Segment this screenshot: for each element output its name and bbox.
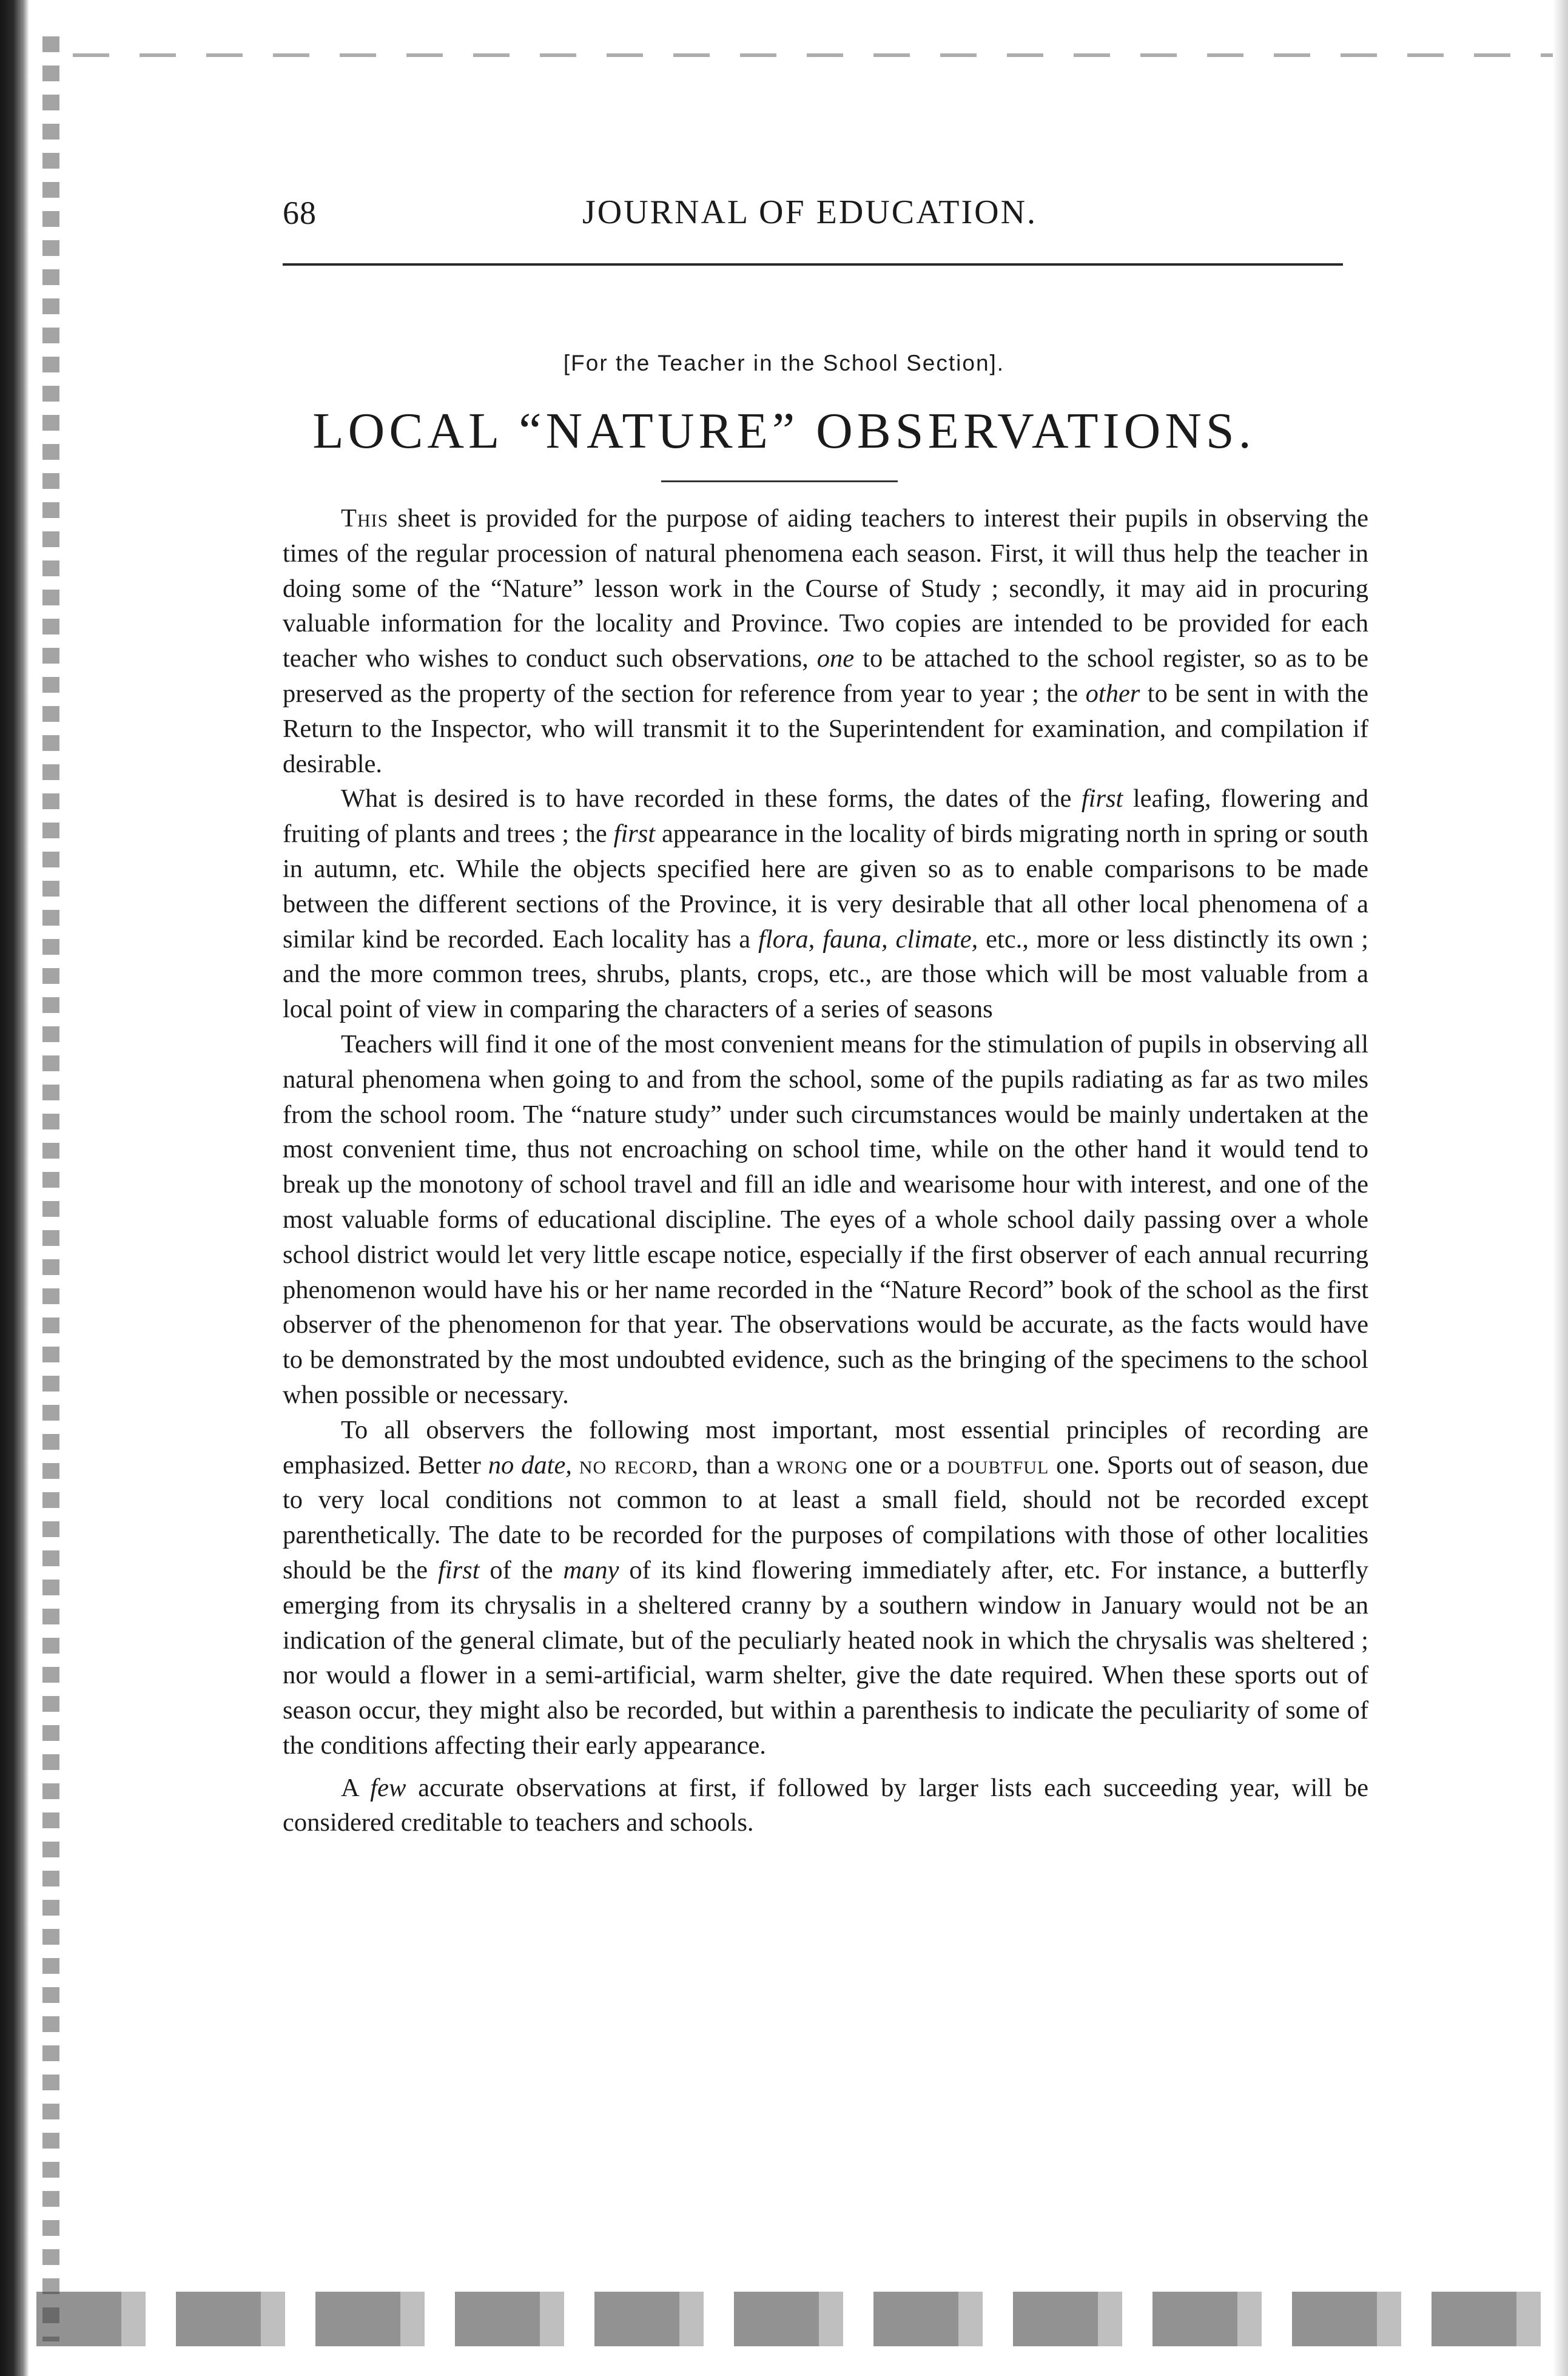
italic-run: few bbox=[370, 1773, 406, 1802]
text-run: to be attached to the school register, so as to be preserved as the property of the section for reference from year to year ; the bbox=[283, 644, 1369, 708]
drop-lead-word: This bbox=[341, 504, 389, 533]
page-edge-top bbox=[73, 53, 1565, 57]
paragraph-4 bbox=[283, 1413, 1368, 1763]
running-head: JOURNAL OF EDUCATION. bbox=[582, 194, 1038, 231]
text-run: sheet is provided for the purpose of aiding teachers to interest their pupils in observing the times of the regular procession of natural phenomena each season. First, it will thus help the teacher in doing some of the “Nature” lesson work in the Course of Study ; secondly, it may aid in procuring valuable information for the locality and Province. Two copies are intended to be provided for each teacher who wishes to conduct such observations, bbox=[283, 504, 1368, 673]
text-run: than a bbox=[699, 1450, 776, 1479]
text-run: appearance in the locality of birds migrating north in spring or south in autumn, etc. While the objects specified here are given so as to enable comparisons to be made between the different sections of the Province, it is very desirable that all other local phenomena of a similar kind be recorded. Each locality has a bbox=[283, 819, 1368, 954]
text-run: What is desired is to have recorded in these forms, the dates of the bbox=[341, 784, 1082, 813]
text-run: leafing, flowering and fruiting of plants and trees ; the bbox=[283, 784, 1368, 849]
italic-run: other bbox=[1085, 679, 1140, 708]
italic-run: many bbox=[563, 1555, 619, 1584]
title-rule bbox=[661, 480, 898, 482]
text-run: etc., more or less distinctly its own ; and the more common trees, shrubs, plants, crops, etc., are those which will be most valuable from a local point of view in comparing the characters of a series of seasons bbox=[283, 924, 1368, 1024]
italic-run: flora, fauna, climate, bbox=[758, 924, 978, 954]
section-note: [For the Teacher in the School Section]. bbox=[563, 351, 1005, 375]
article-title: LOCAL “NATURE” OBSERVATIONS. bbox=[312, 403, 1256, 459]
small-caps-run: wrong bbox=[776, 1450, 849, 1479]
text-run: To all observers the following most important, most essential principles of recording are emphasized. Better bbox=[283, 1415, 1368, 1479]
article-body bbox=[283, 501, 1368, 1840]
text-run: one. Sports out of season, due to very local conditions not common to at least a small field, should not be recorded except parenthetically. The date to be recorded for the purposes of compilations with those of other localities should be the bbox=[283, 1450, 1369, 1584]
text-run: of its kind flowering immediately after, etc. For instance, a butterfly emerging from its chrysalis in a sheltered cranny by a southern window in January would not be an indication of the general climate, but of the peculiarly heated nook in which the chrysalis was sheltered ; nor would a flower in a semi-artificial, warm shelter, give the date required. When these sports out of season occur, they might also be recorded, but within a parenthesis to indicate the peculiarity of some of the conditions affecting their early appearance. bbox=[283, 1555, 1368, 1760]
header-rule bbox=[283, 263, 1343, 266]
small-caps-run: doubtful bbox=[947, 1450, 1049, 1479]
text-run: of the bbox=[479, 1555, 564, 1584]
text-run: to be sent in with the Return to the Inspector, who will transmit it to the Superintendent for examination, and compilation if desirable. bbox=[283, 679, 1369, 778]
small-caps-run: no record, bbox=[579, 1450, 699, 1479]
paragraph-3 bbox=[283, 1027, 1368, 1413]
paragraph-1 bbox=[283, 501, 1368, 781]
italic-run: one bbox=[816, 644, 855, 673]
paragraph-2 bbox=[283, 781, 1368, 1027]
text-run: one or a bbox=[848, 1450, 947, 1479]
text-run: A bbox=[341, 1773, 371, 1802]
italic-run: no date, bbox=[488, 1450, 572, 1479]
italic-run: first bbox=[1081, 784, 1123, 813]
italic-run: first bbox=[613, 819, 656, 849]
paragraph-5 bbox=[283, 1771, 1368, 1841]
page-edge-bottom bbox=[36, 2292, 1565, 2346]
text-run: accurate observations at first, if followed by larger lists each succeeding year, will be considered creditable to teachers and schools. bbox=[283, 1773, 1368, 1837]
text-run: Teachers will find it one of the most convenient means for the stimulation of pupils in observing all natural phenomena when going to and from the school, some of the pupils radiating as far as two miles from the school room. The “nature study” under such circumstances would be mainly undertaken at the most convenient time, thus not encroaching on school time, while on the other hand it would tend to break up the monotony of school travel and fill an idle and wearisome hour with interest, and one of the most valuable forms of educational discipline. The eyes of a whole school daily passing over a whole school district would let very little escape notice, especially if the first observer of each annual recurring phenomenon would have his or her name recorded in the “Nature Record” book of the school as the first observer of the phenomenon for that year. The observations would be accurate, as the facts would have to be demonstrated by the most undoubted evidence, such as the bringing of the specimens to the school when possible or necessary. bbox=[283, 1029, 1368, 1409]
binding-stitching bbox=[42, 36, 59, 2341]
italic-run: first bbox=[438, 1555, 480, 1584]
page-number: 68 bbox=[283, 195, 317, 231]
